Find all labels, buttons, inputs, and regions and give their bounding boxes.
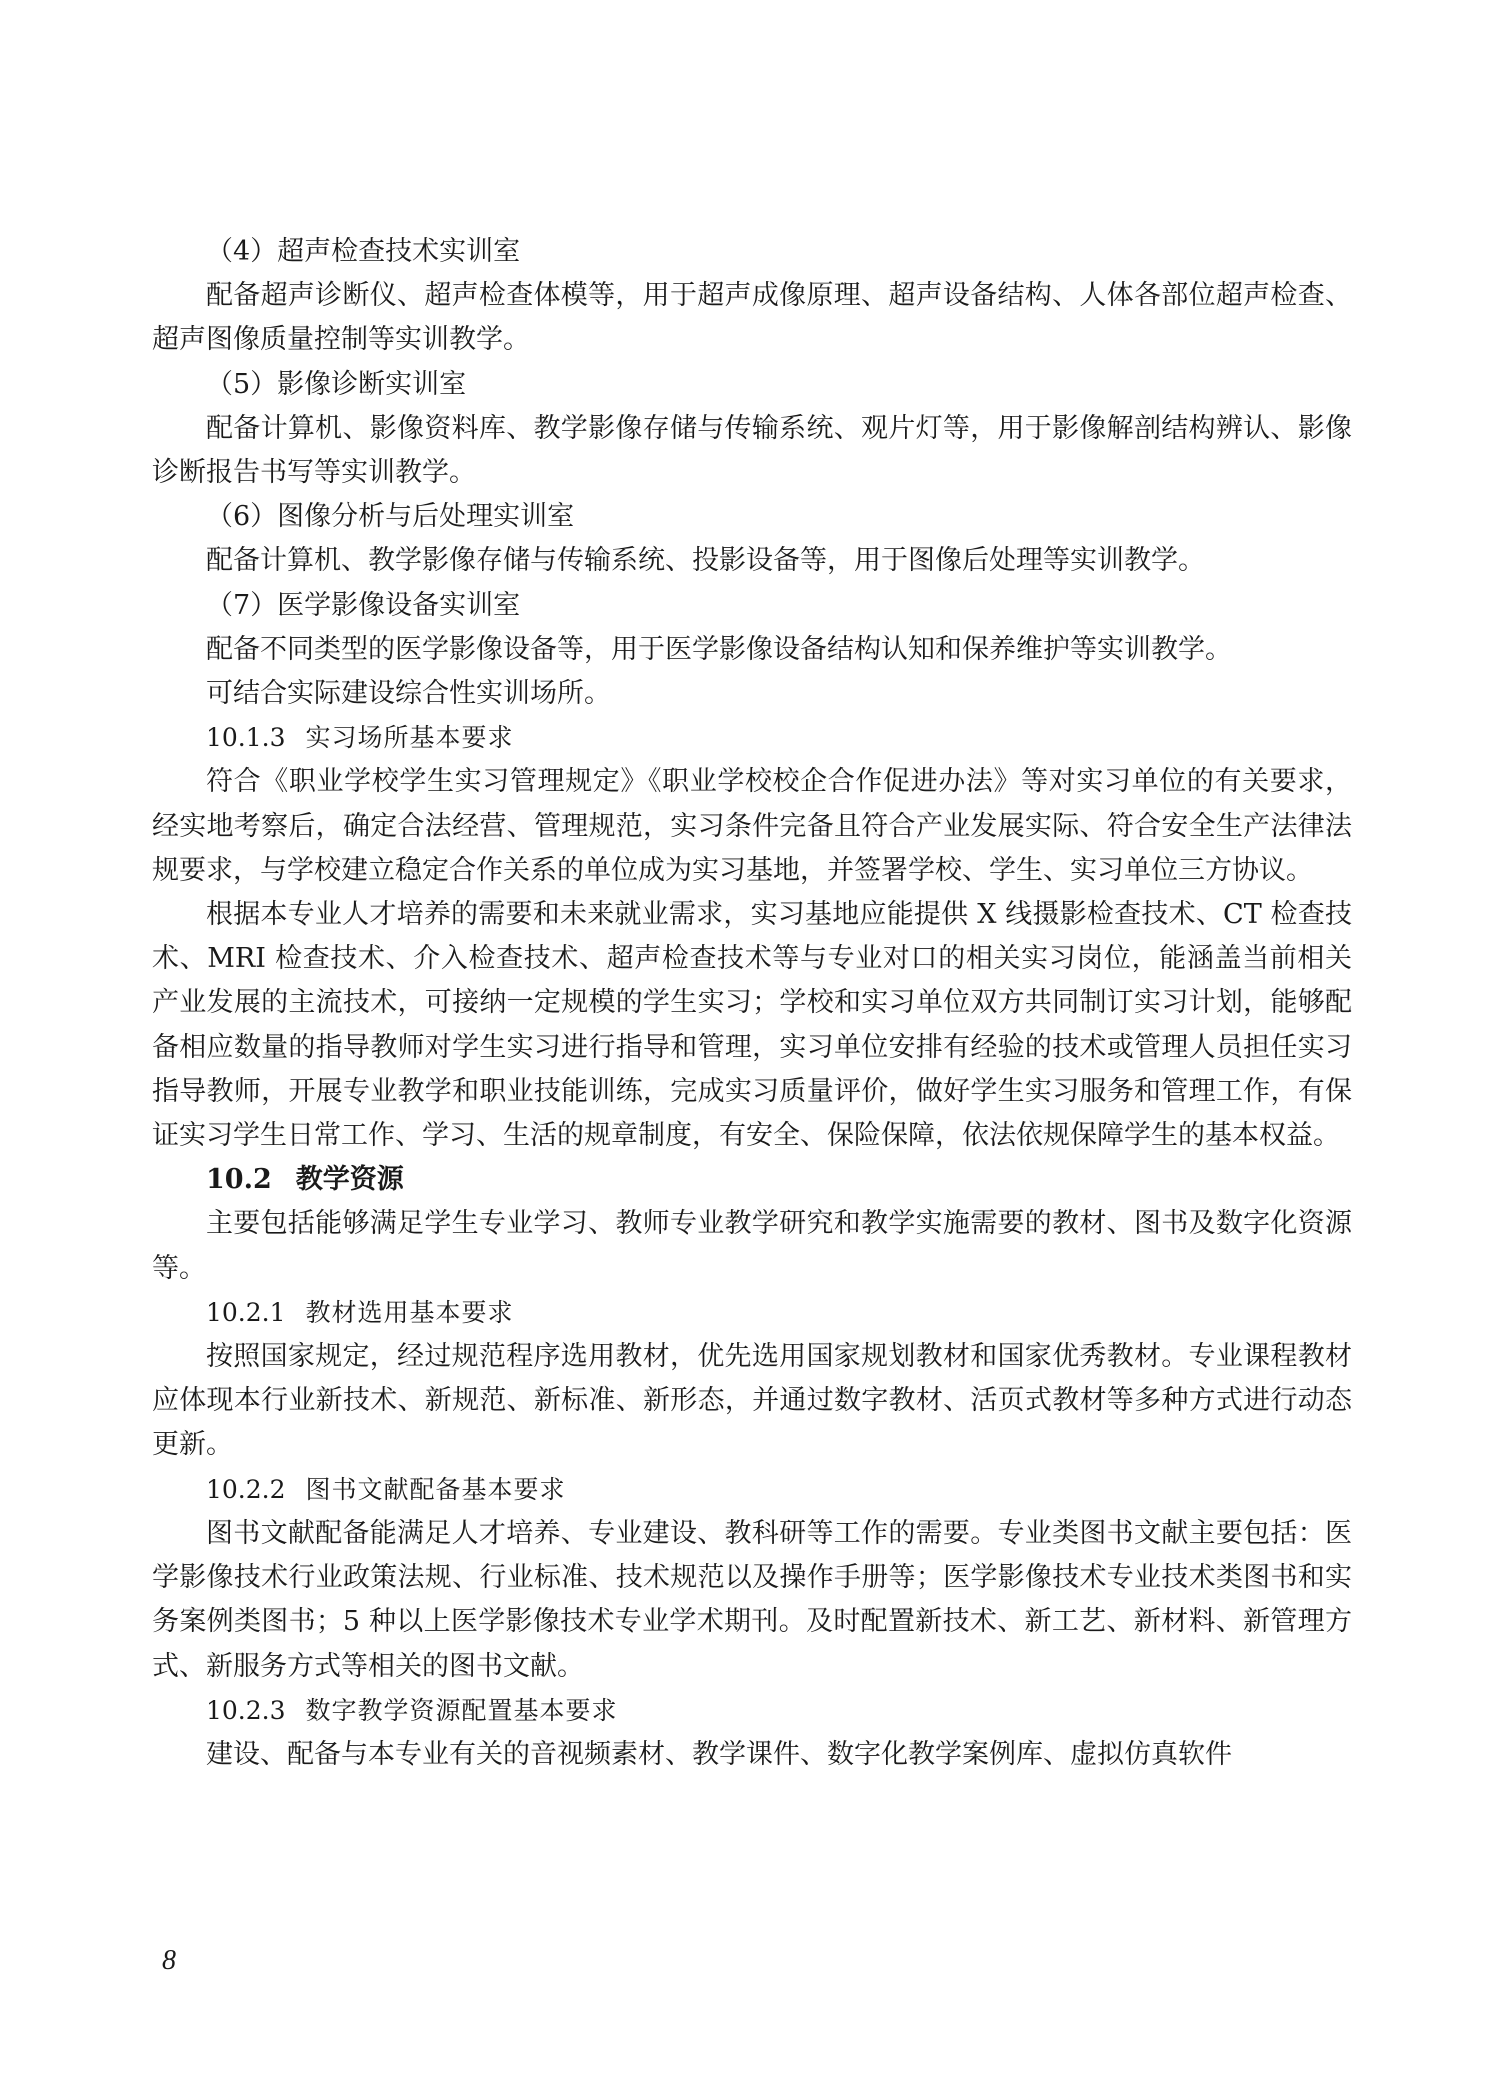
heading-number: 10.1.3: [206, 723, 286, 753]
heading-text: 数字教学资源配置基本要求: [305, 1695, 618, 1725]
subsection-heading: [152, 1689, 1352, 1733]
paragraph: 配备计算机、教学影像存储与传输系统、投影设备等，用于图像后处理等实训教学。: [206, 545, 1205, 577]
paragraph: 配备计算机、影像资料库、教学影像存储与传输系统、观片灯等，用于影像解剖结构辨认、影像诊断报告书写等实训教学。: [152, 412, 1352, 489]
heading-number: 10.2.3: [206, 1695, 286, 1725]
heading-number: 10.2.1: [206, 1297, 286, 1327]
heading-text: 图书文献配备基本要求: [305, 1474, 566, 1504]
paragraph: 根据本专业人才培养的需要和未来就业需求，实习基地应能提供 X 线摄影检查技术、CT 检查技术、MRI 检查技术、介入检查技术、超声检查技术等与专业对口的相关实习岗位，能涵盖当前相关产业发展的主流技术，可接纳一定规模的学生实习；学校和实习单位双方共同制订实习计划，能够配备相应数量的指导教师对学生实习进行指导和管理，实习单位安排有经验的技术或管理人员担任实习指导教师，开展专业教学和职业技能训练，完成实习质量评价，做好学生实习服务和管理工作，有保证实习学生日常工作、学习、生活的规章制度，有安全、保险保障，依法依规保障学生的基本权益。: [152, 899, 1352, 1152]
subsection-heading: [152, 1468, 1352, 1512]
paragraph: （5）影像诊断实训室: [206, 368, 467, 400]
heading-text: 实习场所基本要求: [305, 723, 514, 753]
heading-text: 教材选用基本要求: [305, 1297, 514, 1327]
paragraph: 可结合实际建设综合性实训场所。: [206, 678, 611, 710]
paragraph: 图书文献配备能满足人才培养、专业建设、教科研等工作的需要。专业类图书文献主要包括：医学影像技术行业政策法规、行业标准、技术规范以及操作手册等；医学影像技术专业技术类图书和实务案例类图书；5 种以上医学影像技术专业学术期刊。及时配置新技术、新工艺、新材料、新管理方式、新服务方式等相关的图书文献。: [152, 1517, 1352, 1682]
paragraph: 建设、配备与本专业有关的音视频素材、教学课件、数字化教学案例库、虚拟仿真软件: [206, 1738, 1232, 1770]
paragraph: 按照国家规定，经过规范程序选用教材，优先选用国家规划教材和国家优秀教材。专业课程教材应体现本行业新技术、新规范、新标准、新形态，并通过数字教材、活页式教材等多种方式进行动态更新。: [152, 1341, 1352, 1461]
paragraph: 符合《职业学校学生实习管理规定》《职业学校校企合作促进办法》等对实习单位的有关要求，经实地考察后，确定合法经营、管理规范，实习条件完备且符合产业发展实际、符合安全生产法律法规要求，与学校建立稳定合作关系的单位成为实习基地，并签署学校、学生、实习单位三方协议。: [152, 766, 1352, 886]
heading-text: 教学资源: [295, 1164, 404, 1196]
paragraph: （6）图像分析与后处理实训室: [206, 501, 575, 533]
heading-number: 10.2.2: [206, 1474, 286, 1504]
paragraph: （7）医学影像设备实训室: [206, 589, 521, 621]
paragraph: 配备超声诊断仪、超声检查体模等，用于超声成像原理、超声设备结构、人体各部位超声检查、超声图像质量控制等实训教学。: [152, 280, 1352, 356]
heading-number: 10.2: [206, 1164, 272, 1196]
subsection-heading: [152, 716, 1352, 760]
body-text: [152, 230, 1352, 1777]
paragraph: （4）超声检查技术实训室: [206, 236, 521, 267]
section-heading: [152, 1158, 1352, 1202]
paragraph: 主要包括能够满足学生专业学习、教师专业教学研究和教学实施需要的教材、图书及数字化资源等。: [152, 1208, 1352, 1284]
subsection-heading: [152, 1291, 1352, 1335]
page-number: 8: [162, 1945, 176, 1976]
paragraph: 配备不同类型的医学影像设备等，用于医学影像设备结构认知和保养维护等实训教学。: [206, 633, 1232, 665]
